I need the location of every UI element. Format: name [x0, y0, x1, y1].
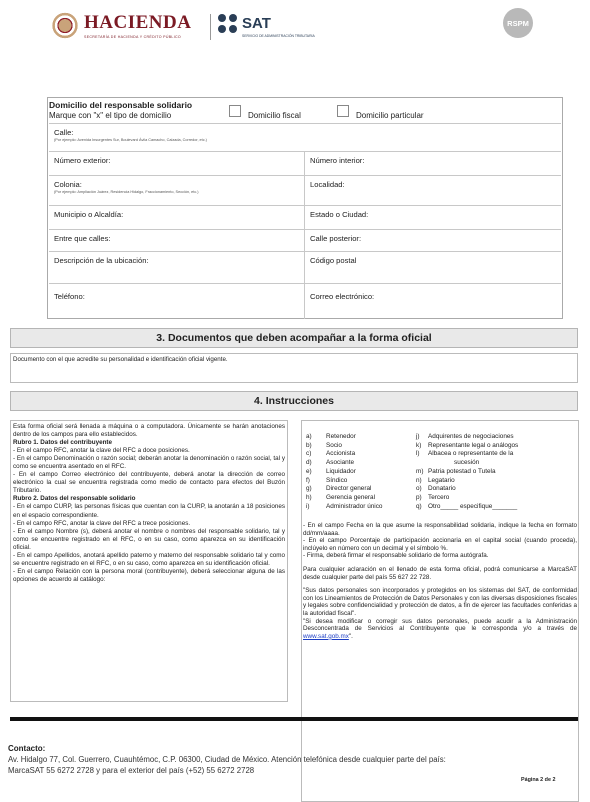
localidad-label: Localidad: — [310, 180, 345, 189]
section4-title: 4. Instrucciones — [10, 391, 578, 411]
instr-p: - En el campo Correo electrónico del contribuyente, deberá anotar la dirección de correo electrónico la cual se encuentra registrada como medio de contacto para efectos del Buzón Tributario. — [13, 471, 285, 495]
catalog-value: Socio — [326, 441, 342, 449]
catalog-key: p) — [416, 493, 422, 501]
catalog-key: a) — [306, 433, 312, 440]
sat-website-link[interactable]: www.sat.gob.mx — [303, 632, 349, 640]
sat-logo — [218, 12, 328, 44]
footer-rule — [10, 717, 578, 721]
catalog-key: l) — [416, 450, 420, 458]
row-municipio — [49, 206, 561, 230]
estado-label: Estado o Ciudad: — [310, 210, 369, 219]
field-colonia[interactable] — [49, 176, 305, 205]
instr-p: - En el campo Relación con la persona moral (contribuyente), deberá seleccionar alguna de las opciones de acuerdo al catálogo: — [13, 567, 285, 583]
instr-p: - En el campo CURP, las personas físicas que cuentan con la CURP, la anotarán a 18 posiciones en el espacio correspondiente. — [13, 503, 285, 519]
instructions-right-text — [303, 522, 577, 640]
field-numero-interior[interactable] — [305, 152, 561, 175]
field-estado[interactable] — [305, 206, 561, 229]
sat-subtitle: SERVICIO DE ADMINISTRACIÓN TRIBUTARIA — [242, 34, 315, 38]
instr-fecha: - En el campo Fecha en la que asume la responsabilidad solidaria, indique la fecha en formato dd/mm/aaaa. — [303, 522, 577, 537]
catalog-value: Albacea o representante de la — [428, 450, 514, 458]
row-entre-calles — [49, 230, 561, 252]
catalog-key: q) — [416, 502, 422, 510]
row-telefono — [49, 284, 561, 319]
contact-phone: MarcaSAT 55 6272 2728 y para el exterior del país (+52) 55 6272 2728 — [8, 766, 255, 775]
contact-address: Av. Hidalgo 77, Col. Guerrero, Cuauhtémoc, C.P. 06300, Ciudad de México. Atención telefónica desde cualquier parte del país: — [8, 755, 446, 764]
instr-modificar — [303, 618, 577, 641]
instr-modificar-end: ". — [348, 632, 353, 640]
catalog-value: Patria potestad o Tutela — [428, 467, 496, 475]
catalog-value: Administrador único — [326, 502, 383, 510]
field-entre-calles[interactable] — [49, 230, 305, 251]
row-calle — [49, 124, 561, 152]
section3-title: 3. Documentos que deben acompañar a la forma oficial — [10, 328, 578, 348]
field-codigo-postal[interactable] — [305, 252, 561, 283]
checkbox-domicilio-particular[interactable] — [337, 105, 349, 117]
instructions-left — [10, 420, 288, 702]
calle-hint: (Por ejemplo: Avenida Insurgentes Sur, Boulevard Ávila Camacho, Calzada, Corredor, etc.) — [54, 138, 207, 142]
instr-p: Rubro 2. Datos del responsable solidario — [13, 495, 136, 503]
field-localidad[interactable] — [305, 176, 561, 205]
hacienda-title: HACIENDA — [84, 12, 192, 33]
catalog-key: b) — [306, 441, 312, 449]
descripcion-label: Descripción de la ubicación: — [54, 256, 149, 265]
entre-calles-label: Entre que calles: — [54, 234, 111, 243]
instr-p: Esta forma oficial será llenada a máquina o a computadora. Únicamente se harán anotaciones dentro de los campos para ello establecidos. — [13, 423, 285, 439]
catalog-value: Liquidador — [326, 467, 356, 475]
contact-title: Contacto: — [8, 744, 46, 753]
domicilio-grid — [49, 123, 561, 301]
instr-p: - En el campo RFC, anotar la clave del RFC a doce posiciones. — [13, 447, 190, 455]
domicilio-instruction: Marque con "x" el tipo de domicilio — [49, 111, 172, 120]
field-calle[interactable] — [49, 124, 561, 151]
national-emblem-icon — [52, 12, 78, 42]
header-divider — [210, 14, 211, 40]
row-colonia — [49, 176, 561, 206]
numero-exterior-label: Número exterior: — [54, 156, 111, 165]
section3-body: Documento con el que acredite su personalidad e identificación oficial vigente. — [10, 353, 578, 383]
row-descripcion — [49, 252, 561, 284]
catalog-value: Retenedor — [326, 433, 356, 440]
catalog-value: Gerencia general — [326, 493, 376, 501]
page-number: Página 2 de 2 — [521, 777, 556, 783]
hacienda-subtitle: SECRETARÍA DE HACIENDA Y CRÉDITO PÚBLICO — [84, 35, 182, 39]
catalog-value: Síndico — [326, 476, 348, 484]
field-telefono[interactable] — [49, 284, 305, 319]
field-calle-posterior[interactable] — [305, 230, 561, 251]
row-numeros — [49, 152, 561, 176]
catalog-value: Donatario — [428, 485, 456, 493]
catalog-key: m) — [416, 467, 424, 475]
instr-p: - En el campo Apellidos, anotará apellido paterno y materno del responsable solidario tal y como se encuentre registrado en el RFC, o en su caso, como aparezca en su identificación oficial. — [13, 551, 285, 567]
sat-mark-icon — [218, 14, 238, 34]
label-domicilio-particular: Domicilio particular — [356, 111, 424, 120]
catalog-value: Asociante — [326, 459, 355, 467]
field-correo[interactable] — [305, 284, 561, 319]
hacienda-logo — [52, 10, 202, 46]
instr-p: - En el campo Denominación o razón social; deberán anotar la denominación o razón social, tal y como se encuentra asentado en el RFC. — [13, 455, 285, 471]
instr-datos-personales: "Sus datos personales son incorporados y protegidos en los sistemas del SAT, de conformidad con los Lineamientos de Protección de Datos Personales y con las diversas disposiciones fiscales y legales sobre confidencialidad y protección de datos, a fin de ejercer las facultades conferidas a la autoridad fiscal". — [303, 587, 577, 617]
label-domicilio-fiscal: Domicilio fiscal — [248, 111, 301, 120]
catalog-key: j) — [416, 433, 420, 440]
catalog-value: Legatario — [428, 476, 455, 484]
catalog-key: k) — [416, 441, 422, 449]
calle-posterior-label: Calle posterior: — [310, 234, 362, 243]
numero-interior-label: Número interior: — [310, 156, 365, 165]
catalog-key: f) — [306, 476, 310, 484]
checkbox-domicilio-fiscal[interactable] — [229, 105, 241, 117]
colonia-hint: (Por ejemplo: Ampliación Juárez, Residencia Hidalgo, Fraccionamiento, Sección, etc.) — [54, 190, 199, 194]
catalog-key: e) — [306, 467, 312, 475]
calle-label: Calle: — [54, 128, 74, 137]
instr-p: - En el campo RFC, anotar la clave del RFC a trece posiciones. — [13, 519, 191, 527]
instr-firma: - Firma, deberá firmar el responsable solidario de forma autógrafa. — [303, 552, 489, 560]
catalog-key: g) — [306, 485, 312, 493]
catalog-key: d) — [306, 459, 312, 467]
instr-p: - En el campo Nombre (s), deberá anotar el nombre o nombres del responsable solidario, tal y como se encuentre registrado en el RFC, o en su caso, como aparezca en su identificación oficial. — [13, 527, 285, 551]
catalog-value: Director general — [326, 485, 372, 493]
catalog-value: Tercero — [428, 493, 450, 501]
telefono-label: Teléfono: — [54, 292, 85, 301]
catalog-value: Representante legal o análogos — [428, 441, 519, 449]
catalog-key: n) — [416, 476, 422, 484]
instr-modificar-text: "Si desea modificar o corregir sus datos personales, puede acudir a la Administración Desconcentrada de Servicios al Contribuyente que le corresponda y/o a través de — [303, 617, 577, 633]
instr-p: Rubro 1. Datos del contribuyente — [13, 439, 113, 447]
catalog-key: o) — [416, 485, 422, 493]
correo-label: Correo electrónico: — [310, 292, 375, 301]
rspm-badge: RSPM — [503, 8, 533, 38]
field-numero-exterior[interactable] — [49, 152, 305, 175]
catalog-value: Otro_____ especifique_______ — [428, 502, 518, 510]
field-municipio[interactable] — [49, 206, 305, 229]
colonia-label: Colonia: — [54, 180, 82, 189]
municipio-label: Municipio o Alcaldía: — [54, 210, 124, 219]
instr-porcentaje: - En el campo Porcentaje de participación accionaria en el capital social (cuando proceda), inclúyelo en número con un decimal y el símbolo %. — [303, 537, 577, 552]
catalog-value: Accionista — [326, 450, 356, 458]
catalog-value: Adquirentes de negociaciones — [428, 433, 514, 440]
sat-title: SAT — [242, 15, 271, 32]
catalog-key: c) — [306, 450, 312, 458]
catalog-value: sucesión — [454, 459, 480, 467]
catalog-key: i) — [306, 502, 310, 510]
domicilio-title: Domicilio del responsable solidario — [49, 100, 193, 110]
codigo-postal-label: Código postal — [310, 256, 357, 265]
instr-aclaracion: Para cualquier aclaración en el llenado de esta forma oficial, podrá comunicarse a MarcaSAT desde cualquier parte del país 55 627 22 728. — [303, 565, 577, 581]
catalog-key: h) — [306, 493, 312, 501]
field-descripcion[interactable] — [49, 252, 305, 283]
